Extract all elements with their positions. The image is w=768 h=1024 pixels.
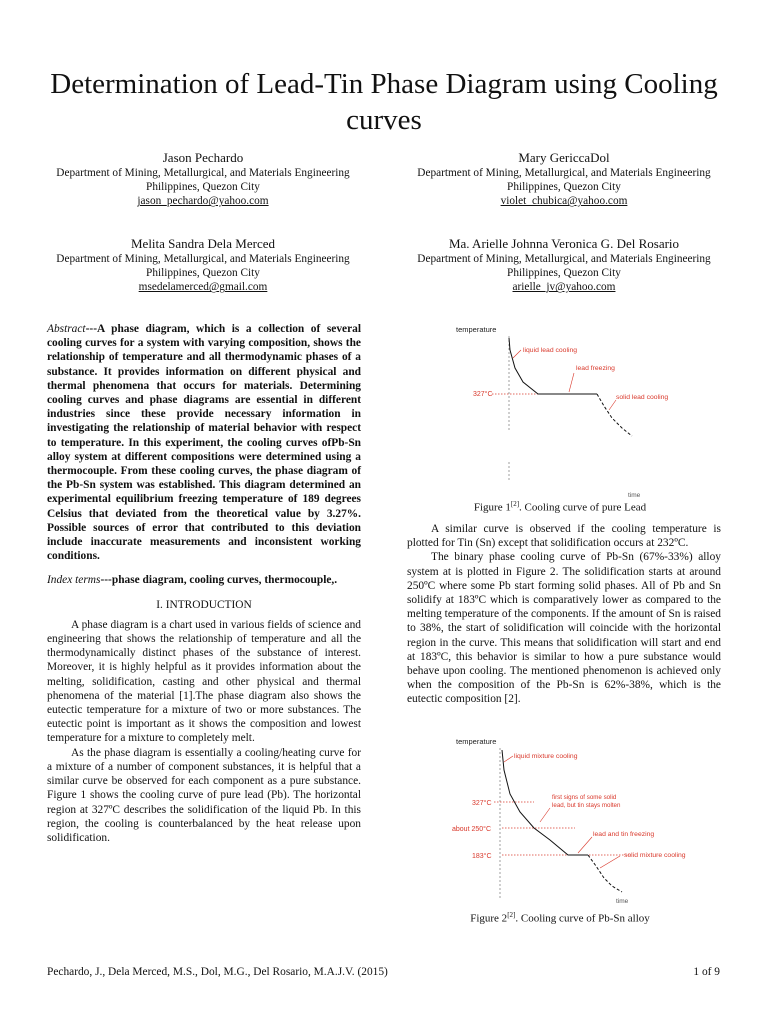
figure-1-caption-text: . Cooling curve of pure Lead bbox=[519, 501, 647, 514]
figure-2-xlabel: time bbox=[616, 898, 629, 905]
figure-2-tick-250: about 250°C bbox=[452, 826, 491, 833]
figure-2-pointer-liquid bbox=[504, 756, 513, 762]
figure-2-pointer-freezing bbox=[578, 837, 592, 853]
intro-paragraph-2: As the phase diagram is essentially a cooling/heating curve for a mixture of a number of component substances, it is helpful that a similar curve be observed for each component as a pure substance. Figure 1 shows the cooling curve of pure lead (Pb). The horizontal region at 327ºC describes the solidification of the liquid Pb. In this region, the cooling is counterbalanced by the heat release upon solidification. bbox=[47, 746, 361, 844]
abstract bbox=[47, 322, 361, 563]
figure-1-pointer-freezing bbox=[569, 373, 574, 392]
author-block-1 bbox=[38, 150, 368, 209]
author-block-4 bbox=[399, 236, 729, 295]
figure-2-ylabel: temperature bbox=[456, 737, 497, 746]
right-paragraph-2: The binary phase cooling curve of Pb-Sn (67%-33%) alloy system at is plotted in Figure 2. The solidification starts at around 250ºC where some Pb start forming solid phases. All of Pb and Sn solidify at 183ºC which is comparatively lower as compared to the melting temperature of the components. If the amount of Sn is raised to 38%, the start of solidification will coincide with the horizontal region in the curve. This means that solidification will start and end at 183ºC, this behavior is similar to how a pure substance would behave upon cooling. The mentioned phenomenon is achieved only when the composition of the Pb-Sn is 62%-38%, which is the eutectic composition [2]. bbox=[407, 551, 721, 706]
figure-1-label-solid: solid lead cooling bbox=[616, 394, 669, 401]
author-name: Ma. Arielle Johnna Veronica G. Del Rosario bbox=[448, 236, 680, 251]
figure-1-ylabel: temperature bbox=[456, 325, 497, 334]
index-terms bbox=[47, 573, 361, 587]
abstract-text: A phase diagram, which is a collection of several cooling curves for a system with varying composition, shows the relationship of temperature and all thermodynamic phases of a substance. It provides information on different physical and thermal phenomena that occurs for materials. Determining cooling curves and phase diagrams are essential in different industries since these provide necessary information in investigating the relationship of material behavior with respect to temperature. In this experiment, the cooling curves ofPb-Sn alloy system at different compositions were determined using a thermocouple. From these cooling curves, the phase diagram of the Pb-Sn system was established. This diagram determined an experimental equilibrium freezing temperature of 189 degrees Celsius that deviated from the theoretical value by 3.27%. Possible sources of error that contributed to this deviation include inaccurate measurements and inconsistent working conditions. bbox=[47, 323, 361, 563]
author-location: Philippines, Quezon City bbox=[146, 267, 260, 280]
figure-1-caption-prefix: Figure 1 bbox=[473, 501, 511, 514]
figure-2-tick-327: 327°C bbox=[472, 800, 492, 807]
author-block-2 bbox=[399, 150, 729, 209]
figure-2-pointer-first-solid bbox=[540, 808, 550, 822]
figure-2-label-freezing: lead and tin freezing bbox=[593, 831, 655, 838]
figure-2-curve-solid bbox=[588, 855, 622, 892]
section-heading: I. INTRODUCTION bbox=[156, 598, 252, 611]
figure-2-cooling-curve bbox=[450, 736, 710, 908]
figure-1-cooling-curve bbox=[452, 322, 670, 500]
author-email[interactable]: violet_chubica@yahoo.com bbox=[500, 195, 628, 208]
figure-2-caption-prefix: Figure 2 bbox=[470, 912, 508, 925]
intro-paragraph-1: A phase diagram is a chart used in various fields of science and engineering that shows the relationship of temperature and all the thermodynamically distinct phases of the substance of interest. Moreover, it is highly helpful as it provides information about the melting, solidification, casting and other physical and thermal phenomena of the material [1].The phase diagram also shows the eutectic temperature for a mixture of two or more substances. The eutectic point is important as it shows the composition and lowest temperature for a mixture to completely melt. bbox=[47, 618, 361, 745]
footer-page-number: 1 of 9 bbox=[693, 966, 720, 978]
author-dept: Department of Mining, Metallurgical, and Materials Engineering bbox=[417, 253, 711, 265]
figure-2-label-first-1: first signs of some solid bbox=[552, 794, 617, 801]
author-email[interactable]: jason_pechardo@yahoo.com bbox=[137, 195, 269, 208]
figure-1-label-liquid: liquid lead cooling bbox=[523, 347, 578, 354]
author-location: Philippines, Quezon City bbox=[146, 181, 260, 194]
author-dept: Department of Mining, Metallurgical, and Materials Engineering bbox=[417, 167, 711, 179]
figure-2-caption bbox=[440, 911, 680, 925]
author-name: Jason Pechardo bbox=[162, 150, 244, 165]
figure-1-pointer-solid bbox=[609, 400, 616, 410]
author-location: Philippines, Quezon City bbox=[507, 267, 621, 280]
footer-citation: Pechardo, J., Dela Merced, M.S., Dol, M.G., Del Rosario, M.A.J.V. (2015) bbox=[47, 966, 388, 978]
left-column bbox=[47, 322, 361, 845]
author-email[interactable]: arielle_jv@yahoo.com bbox=[512, 281, 616, 294]
figure-2-tick-183: 183°C bbox=[472, 853, 492, 860]
right-paragraph-1: A similar curve is observed if the cooling temperature is plotted for Tin (Sn) except that solidification occurs at 232ºC. bbox=[407, 523, 721, 550]
author-dept: Department of Mining, Metallurgical, and Materials Engineering bbox=[56, 167, 350, 179]
figure-1-pointer-liquid bbox=[513, 350, 521, 358]
figure-1-xlabel: time bbox=[628, 492, 641, 499]
figure-2-label-first-2: lead, but tin stays molten bbox=[552, 802, 621, 809]
right-column bbox=[407, 522, 721, 707]
figure-1-caption bbox=[440, 500, 680, 514]
author-name: Melita Sandra Dela Merced bbox=[130, 236, 276, 251]
paper-title: Determination of Lead-Tin Phase Diagram using Cooling curves bbox=[50, 68, 718, 136]
index-terms-text: phase diagram, cooling curves, thermocouple,. bbox=[111, 574, 338, 587]
abstract-label: Abstract bbox=[47, 323, 86, 335]
author-block-3 bbox=[38, 236, 368, 295]
figure-1-label-freezing: lead freezing bbox=[576, 365, 615, 372]
figure-2-pointer-solid bbox=[600, 856, 620, 868]
author-name: Mary GericcaDol bbox=[518, 150, 610, 165]
figure-2-caption-text: . Cooling curve of Pb-Sn alloy bbox=[515, 912, 650, 925]
figure-2-caption-ref: [2] bbox=[507, 911, 516, 919]
author-location: Philippines, Quezon City bbox=[507, 181, 621, 194]
index-terms-label: Index terms bbox=[47, 574, 101, 587]
abstract-dashes: --- bbox=[85, 323, 97, 335]
figure-2-label-solid: solid mixture cooling bbox=[624, 852, 686, 859]
author-dept: Department of Mining, Metallurgical, and Materials Engineering bbox=[56, 253, 350, 265]
figure-1-caption-ref: [2] bbox=[510, 500, 520, 508]
index-terms-dashes: --- bbox=[100, 574, 112, 587]
figure-1-tick-327: 327°C bbox=[473, 391, 493, 398]
author-email[interactable]: msedelamerced@gmail.com bbox=[138, 281, 268, 294]
figure-2-label-liquid: liquid mixture cooling bbox=[514, 753, 578, 760]
